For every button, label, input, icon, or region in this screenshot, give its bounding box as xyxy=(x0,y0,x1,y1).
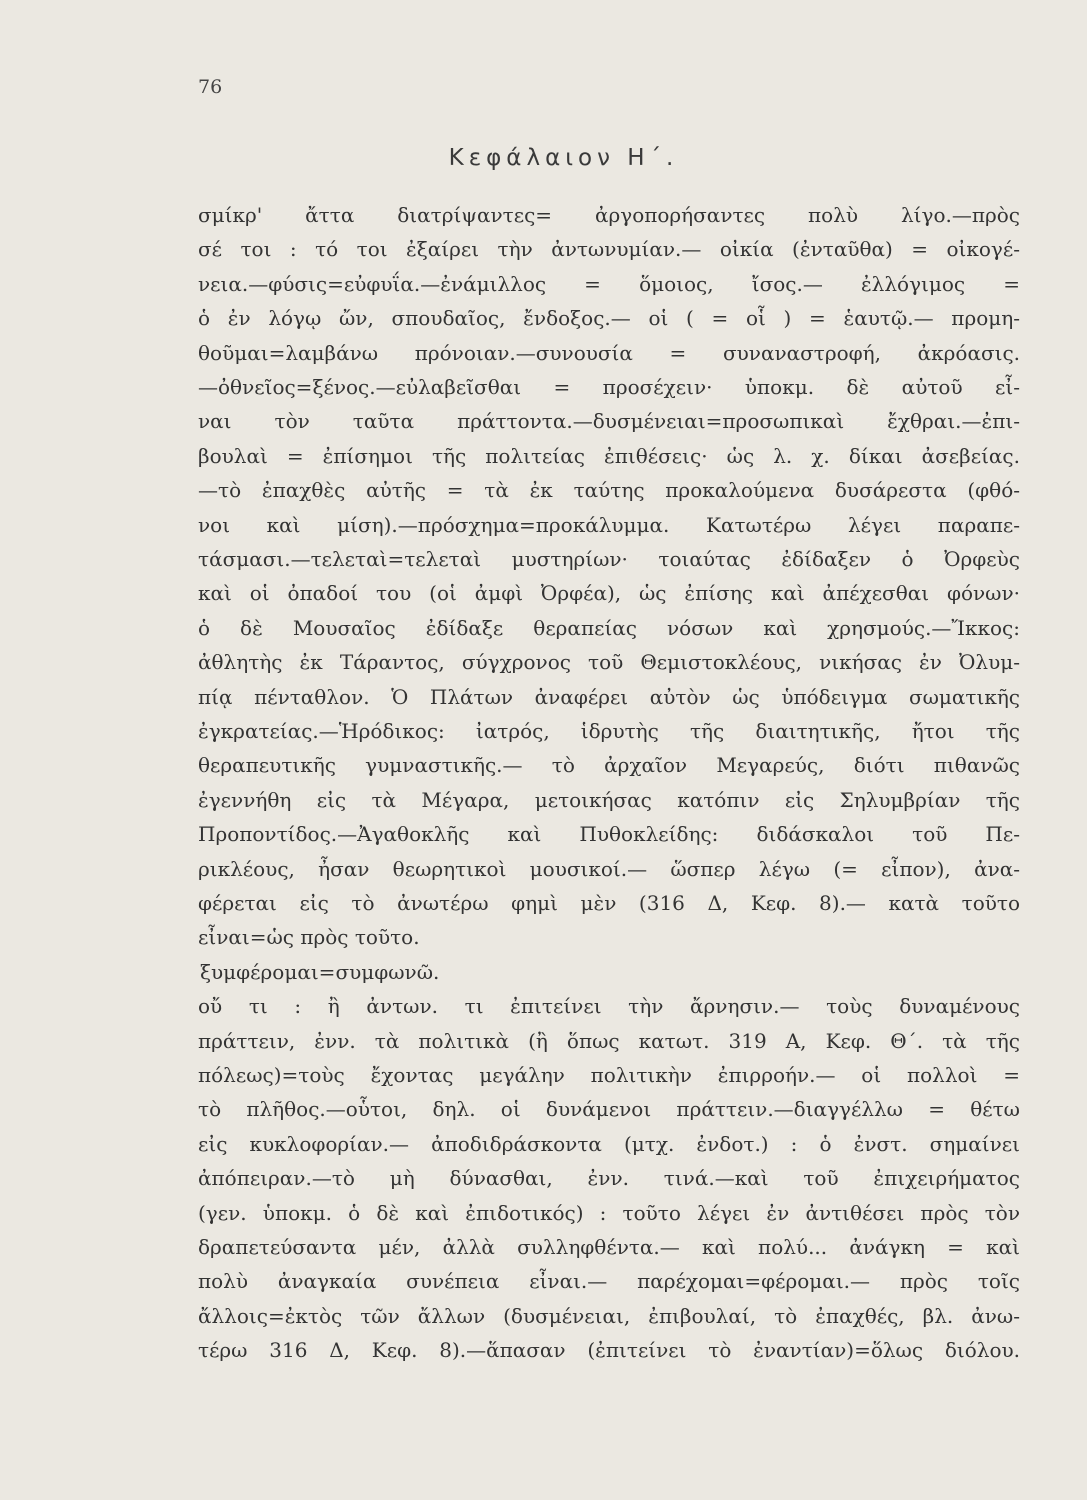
text-line: πόλεως)=τοὺς ἔχοντας μεγάλην πολιτικὴν ἐπιρροήν.— οἱ πολλοὶ = xyxy=(198,1063,1020,1087)
text-line: πράττειν, ἐνν. τὰ πολιτικὰ (ἢ ὅπως κατωτ. 319 Α, Κεφ. Θ΄. τὰ τῆς xyxy=(198,1028,1020,1053)
text-line: πίᾳ πένταθλον. Ὁ Πλάτων ἀναφέρει αὐτὸν ὡς ὑπόδειγμα σωματικῆς xyxy=(198,684,1020,709)
text-line: Προποντίδος.—Ἀγαθοκλῆς καὶ Πυθοκλείδης: διδάσκαλοι τοῦ Πε- xyxy=(198,822,1020,847)
text-line: ἐγκρατείας.—Ἡρόδικος: ἰατρός, ἱδρυτὴς τῆς διαιτητικῆς, ἤτοι τῆς xyxy=(198,719,1020,743)
text-line: τέρω 316 Δ, Κεφ. 8).—ἅπασαν (ἐπιτείνει τὸ ἐναντίαν)=ὅλως διόλου. xyxy=(198,1338,1020,1363)
text-line: νοι καὶ μίση).—πρόσχημα=προκάλυμμα. Κατωτέρω λέγει παραπε- xyxy=(198,512,1020,537)
text-line: ρικλέους, ἦσαν θεωρητικοὶ μουσικοί.— ὥσπερ λέγω (= εἶπον), ἀνα- xyxy=(198,856,1020,881)
text-line: πολὺ ἀναγκαία συνέπεια εἶναι.— παρέχομαι=φέρομαι.— πρὸς τοῖς xyxy=(198,1269,1020,1294)
text-line: δραπετεύσαντα μέν, ἀλλὰ συλληφθέντα.— καὶ πολύ... ἀνάγκη = καὶ xyxy=(198,1235,1020,1259)
text-line: ὁ ἐν λόγῳ ὤν, σπουδαῖος, ἔνδοξος.— οἱ ( = οἷ ) = ἑαυτῷ.— προμη- xyxy=(198,306,1020,331)
text-line: θοῦμαι=λαμβάνω πρόνοιαν.—συνουσία = συναναστροφή, ἀκρόασις. xyxy=(198,340,1020,365)
text-line: νεια.—φύσις=εὐφυΐα.—ἐνάμιλλος = ὅμοιος, ἴσος.— ἐλλόγιμος = xyxy=(198,271,1020,296)
text-line: —τὸ ἐπαχθὲς αὐτῆς = τὰ ἐκ ταύτης προκαλούμενα δυσάρεστα (φθό- xyxy=(198,478,1020,503)
text-line: σμίκρ' ἄττα διατρίψαντες= ἀργοπορήσαντες πολὺ λίγο.—πρὸς xyxy=(198,203,1020,227)
text-line: ὁ δὲ Μουσαῖος ἐδίδαξε θεραπείας νόσων καὶ χρησμούς.—Ἴκκος: xyxy=(198,615,1020,640)
page-number: 76 xyxy=(198,76,223,98)
text-line: ξυμφέρομαι=συμφωνῶ. xyxy=(200,959,440,984)
text-line: τάσμασι.—τελεταὶ=τελεταὶ μυστηρίων· τοιαύτας ἐδίδαξεν ὁ Ὀρφεὺς xyxy=(198,547,1020,571)
text-line: θεραπευτικῆς γυμναστικῆς.— τὸ ἀρχαῖον Μεγαρεύς, διότι πιθανῶς xyxy=(198,753,1020,778)
text-line: ἄλλοις=ἐκτὸς τῶν ἄλλων (δυσμένειαι, ἐπιβουλαί, τὸ ἐπαχθές, βλ. ἀνω- xyxy=(198,1303,1020,1328)
text-line: τὸ πλῆθος.—οὗτοι, δηλ. οἱ δυνάμενοι πράττειν.—διαγγέλλω = θέτω xyxy=(198,1097,1020,1122)
text-line: εἰς κυκλοφορίαν.— ἀποδιδράσκοντα (μτχ. ἐνδοτ.) : ὁ ἐνστ. σημαίνει xyxy=(198,1131,1020,1156)
chapter-title: Κεφάλαιον Η΄. xyxy=(448,145,679,171)
text-line: φέρεται εἰς τὸ ἀνωτέρω φημὶ μὲν (316 Δ, Κεφ. 8).— κατὰ τοῦτο xyxy=(198,891,1020,915)
text-line: (γεν. ὑποκμ. ὁ δὲ καὶ ἐπιδοτικός) : τοῦτο λέγει ἐν ἀντιθέσει πρὸς τὸν xyxy=(198,1200,1020,1225)
text-line: βουλαὶ = ἐπίσημοι τῆς πολιτείας ἐπιθέσεις· ὡς λ. χ. δίκαι ἀσεβείας. xyxy=(198,443,1020,468)
text-line: ἀθλητὴς ἐκ Τάραντος, σύγχρονος τοῦ Θεμιστοκλέους, νικήσας ἐν Ὀλυμ- xyxy=(198,650,1020,675)
text-line: καὶ οἱ ὀπαδοί του (οἱ ἀμφὶ Ὀρφέα), ὡς ἐπίσης καὶ ἀπέχεσθαι φόνων· xyxy=(198,581,1020,606)
text-line: ἀπόπειραν.—τὸ μὴ δύνασθαι, ἐνν. τινά.—καὶ τοῦ ἐπιχειρήματος xyxy=(198,1166,1020,1191)
text-line: ἐγεννήθη εἰς τὰ Μέγαρα, μετοικήσας κατόπιν εἰς Σηλυμβρίαν τῆς xyxy=(198,787,1020,812)
text-line: εἶναι=ὡς πρὸς τοῦτο. xyxy=(198,925,420,950)
text-line: οὔ τι : ἢ ἀντων. τι ἐπιτείνει τὴν ἄρνησιν.— τοὺς δυναμένους xyxy=(198,994,1020,1019)
text-line: —ὀθνεῖος=ξένος.—εὐλαβεῖσθαι = προσέχειν· ὑποκμ. δὲ αὐτοῦ εἶ- xyxy=(198,375,1020,399)
text-line: ναι τὸν ταῦτα πράττοντα.—δυσμένειαι=προσωπικαὶ ἔχθραι.—ἐπι- xyxy=(198,409,1020,434)
text-line: σέ τοι : τό τοι ἐξαίρει τὴν ἀντωνυμίαν.— οἰκία (ἐνταῦθα) = οἰκογέ- xyxy=(198,237,1020,262)
